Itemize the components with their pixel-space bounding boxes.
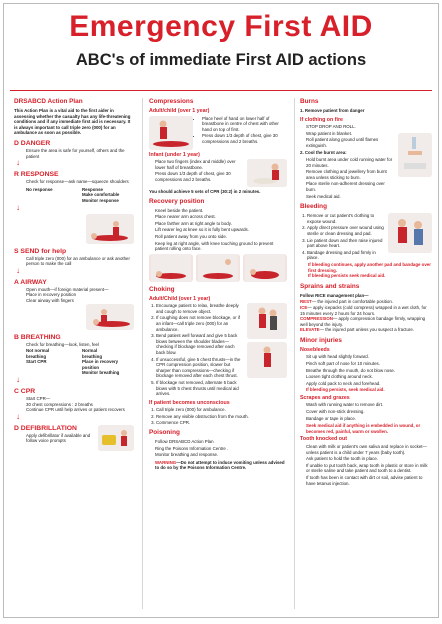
- burns-cool-item: • Place sterile non-adherent dressing over burn.: [306, 181, 395, 192]
- unconscious-item: 1. Call triple zero (000) for ambulance.: [156, 407, 287, 413]
- compressions-item: • Place heel of hand on lower half of breastbone in centre of chest with other hand on top of first.: [202, 116, 287, 133]
- recovery-label: Place in recovery position: [82, 359, 119, 370]
- down-arrow-icon: ↓: [16, 375, 20, 385]
- start-cpr-label: Start CPR: [26, 359, 47, 365]
- rice-compression-key: COMPRESSION: [300, 316, 333, 322]
- bleeding-item: 4. Bandage dressing and pad firmly in place.: [307, 250, 385, 261]
- chest-thrusts-photo: [247, 342, 287, 378]
- recovery-item: • Place nearer arm across chest.: [155, 214, 287, 220]
- response-label: Response: [82, 186, 103, 192]
- nosebleeds-item: • Sit up with head slightly forward.: [306, 354, 432, 360]
- bleeding-item: 1. Remove or cut patient's clothing to expose wound.: [307, 213, 385, 224]
- poisoning-warning-label: WARNING: [155, 459, 177, 465]
- down-arrow-icon: ↓: [16, 411, 20, 421]
- scrapes-item: • Cover with non-stick dressing.: [306, 409, 432, 415]
- scrapes-warning: Seek medical aid if anything is embedded in wound, or becomes red, painful, warm or swollen.: [306, 423, 421, 434]
- bleeding-item: 3. Lie patient down and then raise injured part above heart.: [307, 238, 385, 249]
- nosebleeds-sub: Nosebleeds: [300, 346, 330, 353]
- tooth-item: • If tooth has been in contact with dirt or soil, advise patient to have tetanus injection.: [306, 475, 432, 486]
- cpr-title: C CPR: [14, 388, 36, 396]
- response-text: Check for response—ask name—squeeze shoulders: [26, 179, 129, 185]
- casualty-photo: [86, 214, 134, 244]
- recovery-item: • Kneel beside the patient.: [155, 208, 287, 214]
- response-comfort: Make comfortable: [82, 192, 120, 198]
- rice-ice-text: — apply icepacks (cold compress) wrapped in a wet cloth, for 15 minutes every 2 hours for 24 hours.: [300, 304, 427, 316]
- choking-item: 3. Bend patient well forward and give 5 back blows between the shoulder blades—checking if blockage removed after each back blow.: [156, 333, 244, 355]
- airway-photo: [86, 304, 134, 330]
- recovery-step-photo: [196, 254, 240, 282]
- down-arrow-icon: ↓: [16, 265, 20, 275]
- rice-compression-text: — apply compression bandage firmly, wrapping well beyond the injury.: [300, 316, 426, 327]
- rice-rest-text: — the injured part in comfortable position.: [311, 299, 393, 305]
- rice-elevate-text: — the injured part unless you suspect a fracture.: [319, 327, 415, 333]
- nosebleeds-item: • Pinch soft part of nose for 10 minutes.: [306, 361, 432, 367]
- compressions-adult-sub: Adult/child (over 1 year): [149, 108, 210, 114]
- back-blows-photo: [247, 303, 287, 339]
- airway-text-1: Open mouth—if foreign material present—: [26, 286, 109, 292]
- compressions-photo: [149, 116, 193, 150]
- cpr-column: [149, 98, 287, 611]
- infant-cpr-photo: [247, 159, 287, 187]
- poster: [3, 3, 439, 618]
- normal-breathing: breathing: [82, 353, 103, 359]
- scrapes-sub: Scrapes and grazes: [300, 394, 350, 401]
- monitor-breathing-label: Monitor breathing: [82, 370, 120, 376]
- column-divider: [142, 98, 143, 609]
- choking-item: 5. If blockage not removed, alternate 5 back blows with 5 chest thrusts until medical aid arrives.: [156, 380, 244, 397]
- compressions-heading: Compressions: [149, 98, 194, 105]
- burns-fire-item: • Wrap patient in blanket.: [306, 131, 395, 137]
- tooth-item: • Clean with milk or patient's own saliva and replace in socket—unless patient is a child under 7 years (baby tooth).: [306, 444, 432, 455]
- down-arrow-icon: ↓: [16, 202, 20, 212]
- danger-title: D DANGER: [14, 139, 51, 147]
- choking-adult-sub: Adult/Child (over 1 year): [149, 295, 211, 302]
- unconscious-item: 2. Remove any visible obstruction from the mouth.: [156, 414, 287, 420]
- defibrillation-text: Apply defibrillator if available and follow voice prompts: [26, 432, 91, 444]
- breathing-title: B BREATHING: [14, 333, 61, 341]
- bleeding-item: 2. Apply direct pressure over wound using sterile or clean dressing and pad.: [307, 225, 385, 236]
- recovery-step-photo: [149, 254, 193, 282]
- normal-label: Normal: [82, 348, 98, 354]
- choking-item: 1. Encourage patient to relax, breathe deeply and cough to remove object.: [156, 303, 244, 314]
- column-divider: [294, 98, 295, 609]
- recovery-item: • Roll patient away from you onto side.: [155, 234, 287, 240]
- infant-note: You should achieve 5 sets of CPR (30:2) in 2 minutes.: [149, 189, 261, 194]
- bleeding-heading: Bleeding: [300, 203, 327, 211]
- choking-item: 2. If coughing does not remove blockage, or if an infant—call triple zero (000) for an ambulance.: [156, 315, 244, 332]
- drsabcd-column: [14, 98, 134, 611]
- nosebleeds-item: • Apply cold pack to neck and forehead.: [306, 381, 432, 387]
- rice-rest-key: REST: [300, 299, 312, 305]
- burns-fire-item: • Roll patient along ground until flames extinguish.: [306, 137, 395, 148]
- unconscious-item: 3. Commence CPR.: [156, 420, 287, 426]
- burns-fire-sub: If clothing on fire: [300, 116, 343, 123]
- burns-photo: [398, 133, 432, 177]
- nosebleeds-item: • Loosen tight clothing around neck.: [306, 374, 432, 380]
- bleeding-warning-2: If bleeding persists seek medical aid.: [308, 273, 386, 279]
- cpr-text-1: Start CPR—: [26, 396, 51, 402]
- infant-sub: Infant (under 1 year): [149, 151, 200, 158]
- burns-cool-item: • Remove clothing and jewellery from burnt area unless sticking to burn.: [306, 169, 395, 180]
- recovery-item: • Place farther arm at right angle to body.: [155, 221, 287, 227]
- not-normal-label: Not normal: [26, 348, 50, 354]
- poster-subtitle: ABC's of immediate First AID actions: [75, 51, 367, 69]
- tooth-item: • If unable to put tooth back, wrap tooth in plastic or store in milk or sterile saline and take patient and tooth to a dentist.: [306, 463, 432, 474]
- down-arrow-icon: ↓: [16, 158, 20, 168]
- drsabcd-intro: This Action Plan is a vital aid to the first aider in assessing whether the casualty has any life-threatening conditions and if any immediate first aid is necessary. It is always important to call triple zero (000) for an ambulance as soon as possible.: [14, 108, 131, 136]
- recovery-step-photo: [243, 254, 287, 282]
- cpr-text-3: Continue CPR until help arrives or patient recovers: [26, 407, 125, 413]
- choking-heading: Choking: [149, 285, 175, 293]
- no-response-label: No response: [26, 186, 53, 192]
- title-rule: [10, 90, 432, 91]
- burns-step-2: 2. Cool the burnt area:: [300, 150, 347, 156]
- recovery-item: • Keep leg at right angle, with knee touching ground to prevent patient rolling onto face.: [155, 241, 287, 252]
- airway-text-3: Clear airway with fingers: [26, 297, 74, 303]
- compressions-item: • Press down 1/3 depth of chest, give 30 compressions and 2 breaths.: [202, 133, 287, 144]
- breathing-text: Check for breathing—look, listen, feel: [26, 341, 99, 347]
- defibrillation-title: D DEFIBRILLATION: [14, 424, 77, 432]
- poisoning-warning-text: —Do not attempt to induce vomiting unless advised to do so by the Poisons Information Centre.: [155, 459, 285, 471]
- sprains-heading: Sprains and strains: [300, 282, 360, 290]
- burns-fire-item: • STOP DROP AND ROLL.: [306, 124, 395, 130]
- minor-injuries-heading: Minor injuries: [300, 336, 342, 344]
- poisoning-item: • Follow DRSABCD Action Plan: [155, 439, 287, 445]
- response-title: R RESPONSE: [14, 171, 59, 179]
- rice-elevate-key: ELEVATE: [300, 327, 320, 333]
- burns-step-1: 1. Remove patient from danger: [300, 108, 365, 113]
- infant-item: • Press down 1/3 depth of chest, give 30 compressions and 2 breaths.: [155, 171, 244, 182]
- tooth-sub: Tooth knocked out: [300, 436, 347, 443]
- scrapes-item: • Bandage or tape in place.: [306, 416, 432, 422]
- choking-item: 4. If unsuccessful, give 5 chest thrusts—in the CPR compression position, slower but sharper than compressions—checking if blockage removed after each chest thrust.: [156, 357, 244, 379]
- danger-text: Ensure the area is safe for yourself, others and the patient: [26, 147, 125, 159]
- not-normal-breathing: breathing: [26, 353, 47, 359]
- drsabcd-heading: DRSABCD Action Plan: [14, 98, 83, 105]
- poisoning-item: • Monitor breathing and response.: [155, 452, 287, 458]
- send-text: Call triple zero (000) for an ambulance or ask another person to make the call: [26, 255, 130, 267]
- send-title: S SEND for help: [14, 247, 67, 255]
- nosebleeds-item: • Breathe through the mouth, do not blow nose.: [306, 368, 432, 374]
- infant-item: • Place two fingers (index and middle) over lower half of breastbone.: [155, 159, 244, 170]
- scrapes-item: • Wash with running water to remove dirt.: [306, 402, 432, 408]
- bleeding-warning-1: If bleeding continues, apply another pad and bandage over first dressing.: [308, 261, 431, 273]
- cpr-text-2: 30 chest compressions : 2 breaths: [26, 401, 93, 407]
- unconscious-sub: If patient becomes unconscious: [149, 399, 230, 406]
- poisoning-item: • Ring the Poisons Information Centre .: [155, 446, 287, 452]
- nosebleeds-warning: • If bleeding persists, seek medical aid.: [306, 387, 432, 393]
- bleeding-photo: [388, 213, 432, 253]
- sprains-intro: Follow RICE management plan—: [300, 292, 369, 298]
- airway-text-2: Place in recovery position: [26, 292, 77, 298]
- poisoning-heading: Poisoning: [149, 429, 180, 437]
- burns-cool-item: • Seek medical aid.: [306, 194, 395, 200]
- response-monitor: Monitor response: [82, 197, 119, 203]
- rice-ice-key: ICE: [300, 304, 308, 310]
- recovery-item: • Lift nearer leg at knee so it is fully bent upwards.: [155, 227, 287, 233]
- injuries-column: [300, 98, 432, 611]
- poster-title: Emergency First AID: [69, 10, 373, 43]
- defibrillator-photo: [98, 425, 134, 451]
- burns-cool-item: • Hold burnt area under cold running water for 20 minutes.: [306, 157, 395, 168]
- recovery-heading: Recovery position: [149, 197, 205, 205]
- tooth-item: • Ask patient to hold the tooth in place.: [306, 456, 432, 462]
- airway-title: A AIRWAY: [14, 278, 47, 286]
- burns-heading: Burns: [300, 98, 319, 105]
